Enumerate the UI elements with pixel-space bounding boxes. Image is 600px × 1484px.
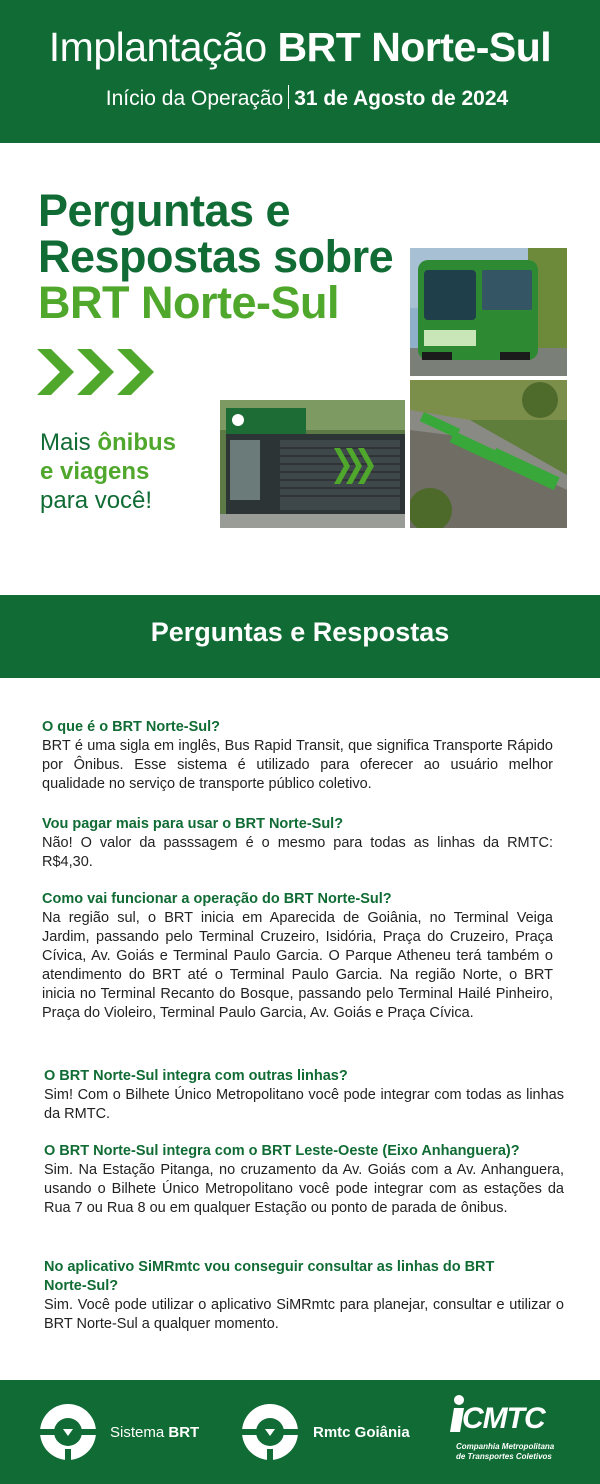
bus-front-photo <box>410 248 567 376</box>
header-banner <box>0 0 600 143</box>
faq-answer: Sim. Você pode utilizar o aplicativo SiMRmtc para planejar, consultar e utilizar o BRT Norte-Sul a qualquer momento. <box>44 1297 564 1332</box>
start-date: 31 de Agosto de 2024 <box>294 87 509 110</box>
brt-station-photo <box>220 400 405 528</box>
hero-title-line: BRT Norte-Sul <box>38 277 339 328</box>
faq-question: Vou pagar mais para usar o BRT Norte-Sul? <box>42 816 344 832</box>
start-label: Início da Operação <box>105 87 284 110</box>
sistema-brt-logo-icon <box>39 1403 97 1461</box>
faq-question: Como vai funcionar a operação do BRT Norte-Sul? <box>42 891 392 907</box>
faq-answer: Sim. Na Estação Pitanga, no cruzamento da Av. Goiás com a Av. Anhanguera, usando o Bilhete Único Metropolitano você pode integrar com as estações da Rua 7 ou Rua 8 ou em qualquer Estação ou ponto de parada de ônibus. <box>44 1162 564 1216</box>
header-title-bold: BRT Norte-Sul <box>277 24 552 70</box>
rmtc-text: Rmtc Goiânia <box>313 1424 410 1441</box>
tagline-text: para você! <box>40 487 153 514</box>
aerial-brt-photo <box>410 380 567 528</box>
divider <box>288 85 289 109</box>
sistema-brt-label <box>110 1424 199 1441</box>
sistema-label: Sistema <box>110 1424 165 1441</box>
footer <box>0 1380 600 1484</box>
faq-item <box>42 718 553 794</box>
cmtc-logo-text: CMTC <box>462 1402 545 1435</box>
faq-answer: Não! O valor da passsagem é o mesmo para todas as linhas da RMTC: R$4,30. <box>42 835 553 870</box>
cmtc-subtitle-line: Companhia Metropolitana <box>456 1442 555 1451</box>
section-title: Perguntas e Respostas <box>150 617 450 647</box>
rmtc-logo-icon <box>241 1403 299 1461</box>
faq-item <box>42 815 553 872</box>
faq-question: No aplicativo SiMRmtc vou conseguir consultar as linhas do BRT Norte-Sul? <box>44 1259 495 1294</box>
section-banner <box>0 595 600 678</box>
brt-label: BRT <box>168 1424 200 1441</box>
chevrons-icon <box>37 349 157 395</box>
hero-title <box>38 185 394 328</box>
tagline-text: Mais <box>40 429 91 456</box>
tagline-highlight: ônibus <box>97 429 176 456</box>
header-subtitle <box>0 85 600 111</box>
cmtc-subtitle <box>456 1442 554 1462</box>
header-title <box>0 24 600 71</box>
faq-question: O BRT Norte-Sul integra com outras linhas? <box>44 1068 348 1084</box>
hero-title-line: Perguntas e <box>38 185 291 236</box>
faq-answer: Na região sul, o BRT inicia em Aparecida de Goiânia, no Terminal Veiga Jardim, passando pelo Terminal Cruzeiro, Isidória, Praça do Cruzeiro, Praça Cívica, Av. Goiás e Terminal Paulo Garcia. O Parque Atheneu terá também o atendimento do BRT até o Terminal Paulo Garcia. Na região Norte, o BRT inicia no Terminal Recanto do Bosque, passando pelo Terminal Hailé Pinheiro, Praça do Violeiro, Terminal Paulo Garcia, Av. Goiás e Praça Cívica. <box>42 910 553 1021</box>
header-title-prefix: Implantação <box>48 24 267 70</box>
tagline <box>40 428 176 515</box>
faq-item <box>44 1067 564 1124</box>
faq-answer: Sim! Com o Bilhete Único Metropolitano você pode integrar com todas as linhas da RMTC. <box>44 1087 564 1122</box>
faq-answer: BRT é uma sigla em inglês, Bus Rapid Transit, que significa Transporte Rápido por Ônibus. Esse sistema é utilizado para oferecer ao usuário melhor qualidade no serviço de transporte público coletivo. <box>42 738 553 792</box>
faq-question: O BRT Norte-Sul integra com o BRT Leste-Oeste (Eixo Anhanguera)? <box>44 1143 520 1159</box>
rmtc-label <box>313 1424 410 1441</box>
faq-item <box>42 890 553 1023</box>
hero-title-line: Respostas sobre <box>38 231 394 282</box>
faq-item <box>44 1258 564 1334</box>
cmtc-subtitle-line: de Transportes Coletivos <box>456 1452 552 1461</box>
cmtc-logo <box>450 1394 580 1474</box>
faq-item <box>44 1142 564 1218</box>
faq-question: O que é o BRT Norte-Sul? <box>42 719 221 735</box>
tagline-highlight: e viagens <box>40 458 150 485</box>
